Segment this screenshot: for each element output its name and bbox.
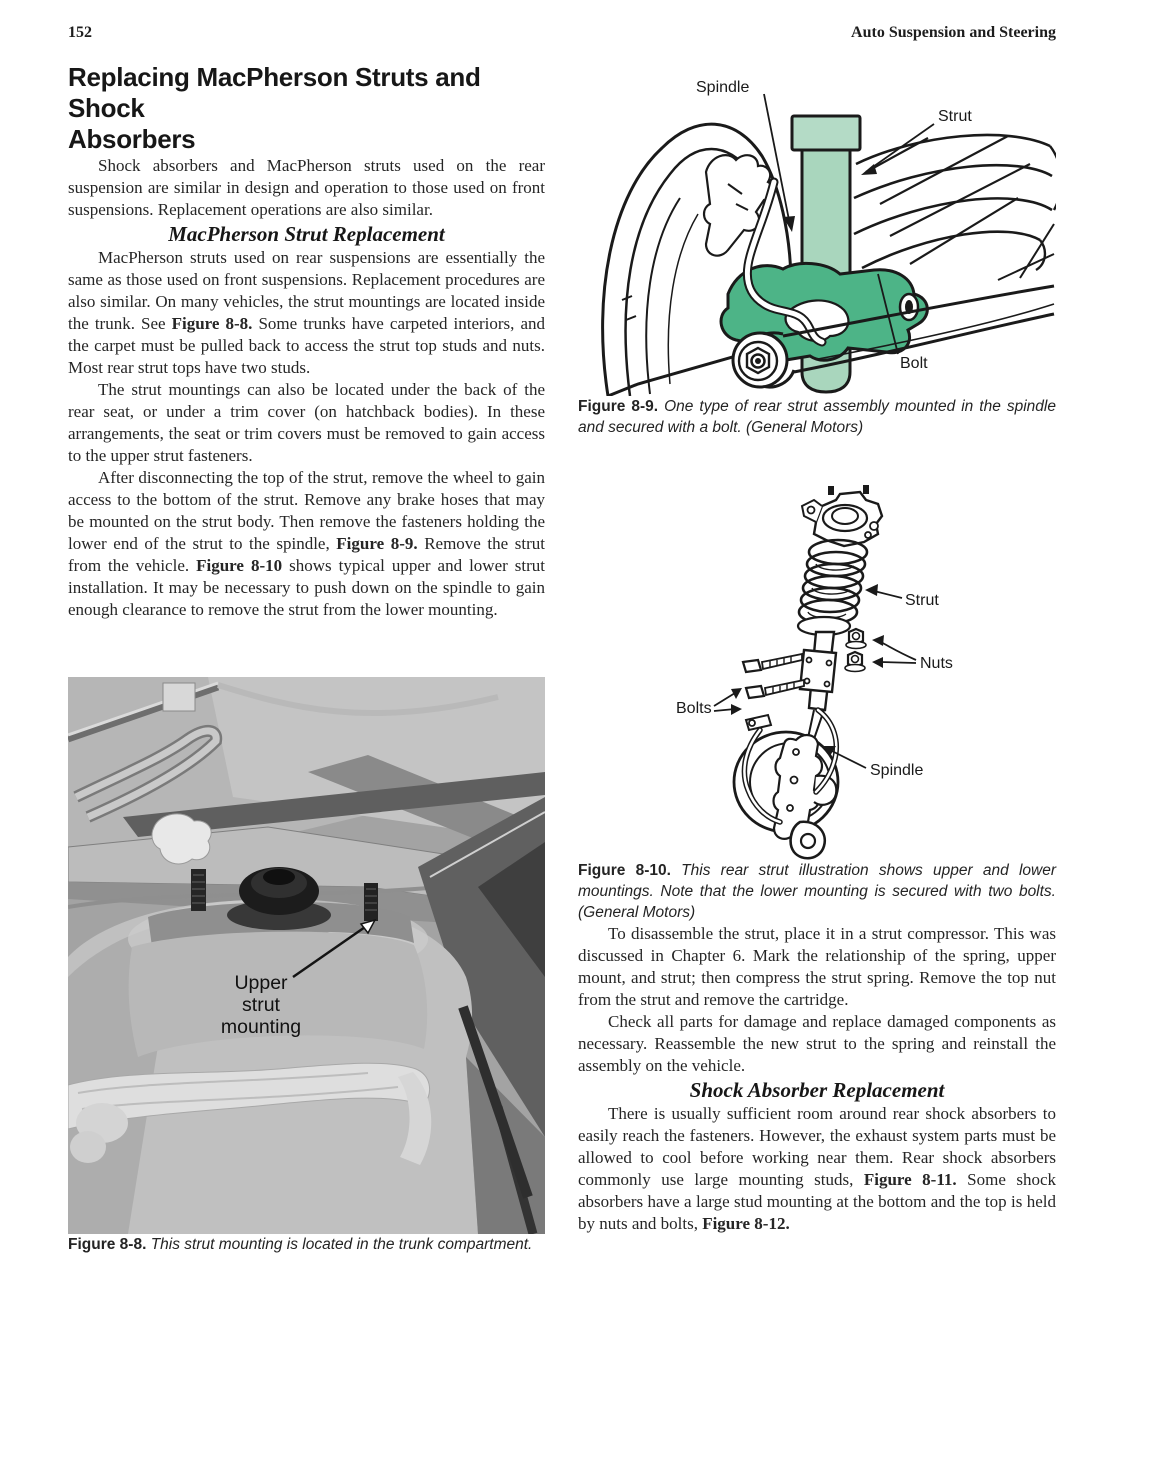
- body-paragraph: To disassemble the strut, place it in a strut compressor. This was discussed in Chapter 6. Mark the relationship of the spring, upper mount, and strut; then compress the strut spring. Remove the top nut from the strut and remove the cartridge.: [578, 924, 1056, 1009]
- figure-8-10-caption: Figure 8-10. This rear strut illustration shows upper and lower mountings. Note that the lower mounting is secured with two bolts. (General Motors): [578, 862, 1056, 921]
- body-paragraph: After disconnecting the top of the strut, remove the wheel to gain access to the bottom of the strut. Remove any brake hoses that may be mounted on the strut body. Then remove the fasteners holding the lower end of the strut to the spindle, Figure 8-9. Remove the strut from the vehicle. Figure 8-10 shows typical upper and lower strut installation. It may be necessary to push down on the spindle to gain enough clearance to remove the strut from the lower mounting.: [68, 468, 545, 619]
- fig8-label-strut: strut: [242, 994, 280, 1016]
- fig9-label-strut: Strut: [938, 108, 972, 125]
- fig9-label-spindle: Spindle: [696, 79, 750, 96]
- fig8-label-upper: Upper: [234, 972, 288, 994]
- figure-8-9-caption: Figure 8-9. One type of rear strut assembly mounted in the spindle and secured with a bolt. (General Motors): [578, 398, 1056, 436]
- strut-spindle-illustration: [578, 64, 1056, 396]
- article-title: Replacing MacPherson Struts and Shock Absorbers: [68, 62, 481, 154]
- fig8-label-mounting: mounting: [220, 1016, 302, 1038]
- body-paragraph: There is usually sufficient room around rear shock absorbers to easily reach the fasteners. However, the exhaust system parts must be allowed to cool before working near them. Rear shock absorbers commonly use large mounting studs, Figure 8-11. Some shock absorbers have a large stud mounting at the bottom and the top is held by nuts and bolts, Figure 8-12.: [578, 1104, 1057, 1233]
- figure-8-8-photo: [68, 677, 545, 1234]
- right-column: [578, 62, 1056, 1235]
- page-header: [68, 24, 1056, 42]
- trunk-photo-illustration: [68, 677, 545, 1234]
- figure-8-10-drawing: [578, 460, 1056, 860]
- fig10-label-nuts: Nuts: [920, 655, 953, 672]
- body-paragraph: MacPherson struts used on rear suspensions are essentially the same as those used on front suspensions. Replacement procedures are also similar. On many vehicles, the strut mountings are located inside the trunk. See Figure 8-8. Some trunks have carpeted interiors, and the carpet must be pulled back to access the strut top studs and nuts. Most rear strut tops have two studs.: [68, 248, 546, 377]
- fig10-label-spindle: Spindle: [870, 762, 924, 779]
- running-head: Auto Suspension and Steering: [851, 24, 1056, 41]
- body-paragraph: Shock absorbers and MacPherson struts used on the rear suspension are similar in design and operation to those used on front suspensions. Replacement operations are also similar.: [68, 156, 545, 219]
- strut-exploded-illustration: [578, 460, 1056, 860]
- figure-8-9-drawing: [578, 64, 1056, 396]
- left-column: [68, 62, 545, 1255]
- body-paragraph: The strut mountings can also be located under the back of the rear seat, or under a trim cover (on hatchback bodies). In these arrangements, the seat or trim covers must be removed to gain access to the upper strut fasteners.: [68, 380, 545, 465]
- figure-8-8-caption: Figure 8-8. This strut mounting is located in the trunk compartment.: [68, 1236, 533, 1253]
- fig10-label-strut: Strut: [905, 592, 939, 609]
- fig9-label-bolt: Bolt: [900, 355, 928, 372]
- body-paragraph: Check all parts for damage and replace damaged components as necessary. Reassemble the new strut to the spring and reinstall the assembly on the vehicle.: [578, 1012, 1056, 1075]
- page-number: 152: [68, 24, 92, 41]
- section-heading: Shock Absorber Replacement: [689, 1078, 945, 1102]
- section-heading: MacPherson Strut Replacement: [168, 222, 445, 246]
- fig10-label-bolts: Bolts: [676, 700, 712, 717]
